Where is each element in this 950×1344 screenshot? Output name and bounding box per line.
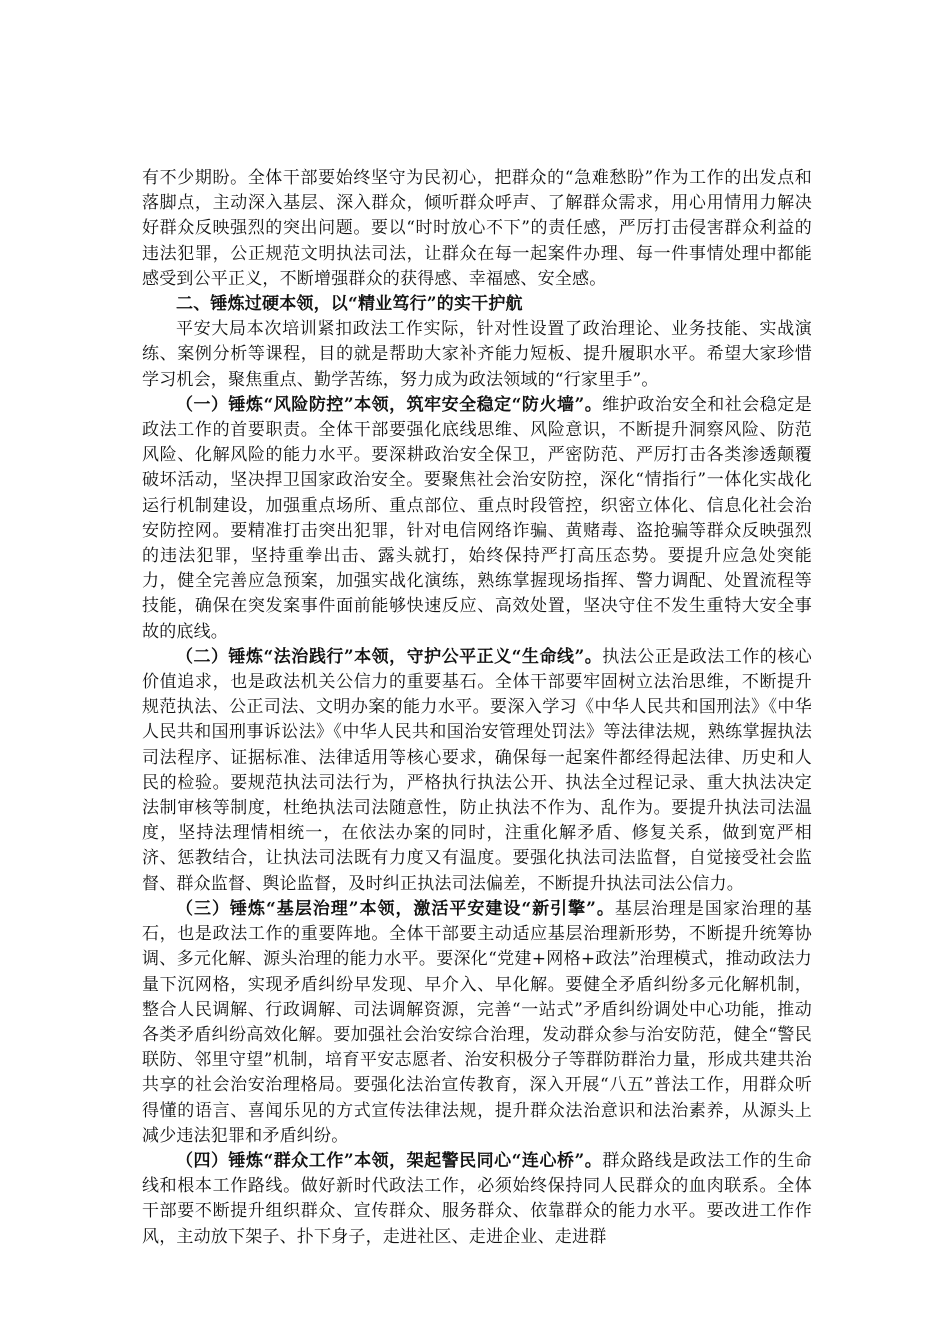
body-paragraph: 平安大局本次培训紧扣政法工作实际，针对性设置了政治理论、业务技能、实战演练、案例分析等课程，目的就是帮助大家补齐能力短板、提升履职水平。希望大家珍惜学习机会，聚焦重点、勤学苦练，努力成为政法领域的“行家里手”。	[142, 319, 812, 390]
subsection-body: 维护政治安全和社会稳定是政法工作的首要职责。全体干部要强化底线思维、风险意识，不断提升洞察风险、防范风险、化解风险的能力水平。要深耕政治安全保卫，严密防范、严厉打击各类渗透颠覆破坏活动，坚决捍卫国家政治安全。要聚焦社会治安防控，深化“情指行”一体化实战化运行机制建设，加强重点场所、重点部位、重点时段管控，织密立体化、信息化社会治安防控网。要精准打击突出犯罪，针对电信网络诈骗、黄赌毒、盗抢骗等群众反映强烈的违法犯罪，坚持重拳出击、露头就打，始终保持严打高压态势。要提升应急处突能力，健全完善应急预案，加强实战化演练，熟练掌握现场指挥、警力调配、处置流程等技能，确保在突发案事件面前能够快速反应、高效处置，坚决守住不发生重特大安全事故的底线。	[142, 394, 813, 642]
subsection-body: 基层治理是国家治理的基石，也是政法工作的重要阵地。全体干部要主动适应基层治理新形势，不断提升统筹协调、多元化解、源头治理的能力水平。要深化“党建+网格+政法”治理模式，推动政法力量下沉网格，实现矛盾纠纷早发现、早介入、早化解。要健全矛盾纠纷多元化解机制，整合人民调解、行政调解、司法调解资源，完善“一站式”矛盾纠纷调处中心功能，推动各类矛盾纠纷高效化解。要加强社会治安综合治理，发动群众参与治安防范，健全“警民联防、邻里守望”机制，培育平安志愿者、治安积极分子等群防群治力量，形成共建共治共享的社会治安治理格局。要强化法治宣传教育，深入开展“八五”普法工作，用群众听得懂的语言、喜闻乐见的方式宣传法律法规，提升群众法治意识和法治素养，从源头上减少违法犯罪和矛盾纠纷。	[142, 898, 813, 1146]
subsection-paragraph	[142, 1149, 812, 1250]
subsection-body: 执法公正是政法工作的核心价值追求，也是政法机关公信力的重要基石。全体干部要牢固树立法治思维，不断提升规范执法、公正司法、文明办案的能力水平。要深入学习《中华人民共和国刑法》《中华人民共和国刑事诉讼法》《中华人民共和国治安管理处罚法》等法律法规，熟练掌握执法司法程序、证据标准、法律适用等核心要求，确保每一起案件都经得起法律、历史和人民的检验。要规范执法司法行为，严格执行执法公开、执法全过程记录、重大执法决定法制审核等制度，杜绝执法司法随意性，防止执法不作为、乱作为。要提升执法司法温度，坚持法理情相统一，在依法办案的同时，注重化解矛盾、修复关系，做到宽严相济、惩教结合，让执法司法既有力度又有温度。要强化执法司法监督，自觉接受社会监督、群众监督、舆论监督，及时纠正执法司法偏差，不断提升执法司法公信力。	[142, 646, 813, 894]
subsection-lead: （四）锤炼“群众工作”本领，架起警民同心“连心桥”。	[176, 1150, 603, 1171]
section-heading: 二、锤炼过硬本领，以“精业笃行”的实干护航	[176, 294, 523, 315]
subsection-lead: （三）锤炼“基层治理”本领，激活平安建设“新引擎”。	[176, 898, 615, 919]
subsection-body: 群众路线是政法工作的生命线和根本工作路线。做好新时代政法工作，必须始终保持同人民群众的血肉联系。全体干部要不断提升组织群众、宣传群众、服务群众、依靠群众的能力水平。要改进工作作风，主动放下架子、扑下身子，走进社区、走进企业、走进群	[142, 1150, 813, 1247]
subsection-lead: （一）锤炼“风险防控”本领，筑牢安全稳定“防火墙”。	[176, 394, 603, 415]
body-paragraph: 有不少期盼。全体干部要始终坚守为民初心，把群众的“急难愁盼”作为工作的出发点和落脚点，主动深入基层、深入群众，倾听群众呼声、了解群众需求，用心用情用力解决好群众反映强烈的突出问题。要以“时时放心不下”的责任感，严厉打击侵害群众利益的违法犯罪，公正规范文明执法司法，让群众在每一起案件办理、每一件事情处理中都能感受到公平正义，不断增强群众的获得感、幸福感、安全感。	[142, 168, 812, 289]
subsection-paragraph	[142, 897, 812, 1149]
subsection-paragraph	[142, 393, 812, 645]
document-page	[142, 166, 812, 1250]
subsection-lead: （二）锤炼“法治践行”本领，守护公平正义“生命线”。	[176, 646, 603, 667]
subsection-paragraph	[142, 645, 812, 897]
